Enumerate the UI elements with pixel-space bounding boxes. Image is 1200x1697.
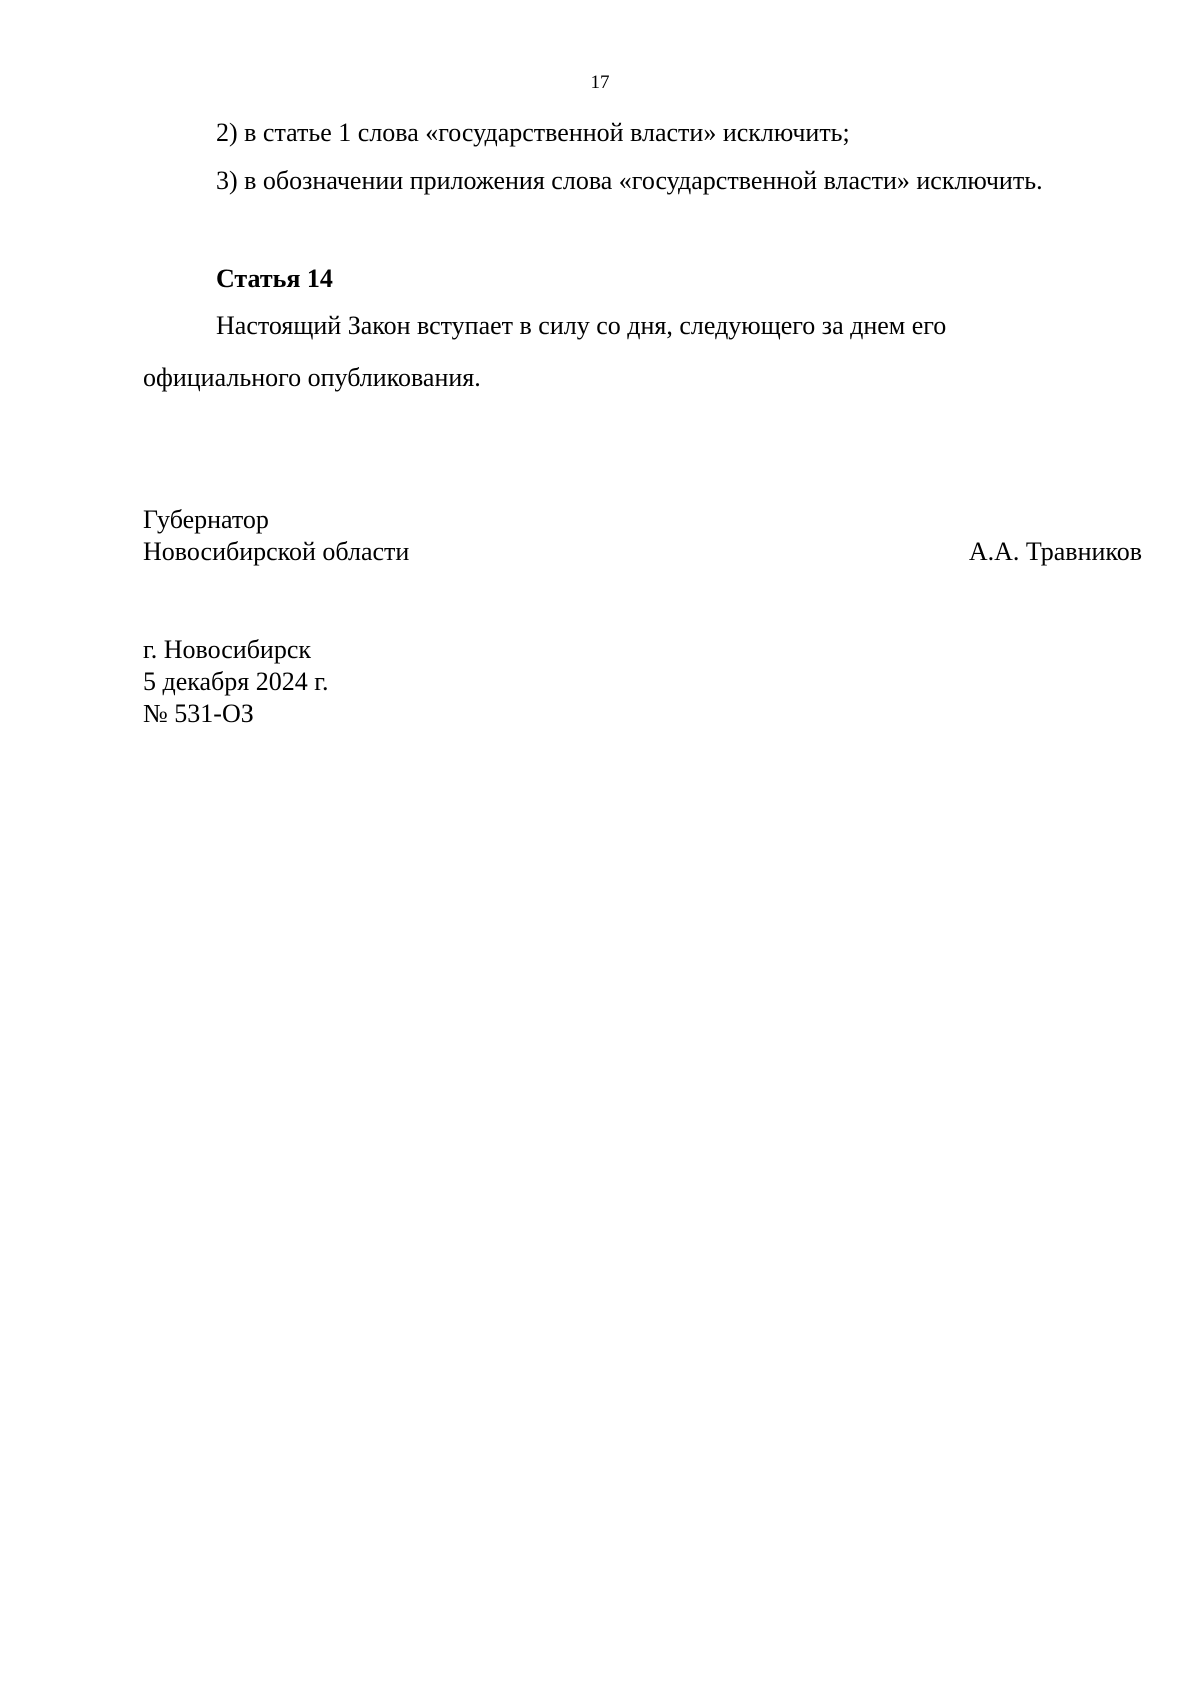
article-text-line-2: официального опубликования.: [143, 363, 481, 392]
document-date: 5 декабря 2024 г.: [143, 667, 329, 696]
signatory-position-line-1: Губернатор: [143, 505, 269, 534]
page-number: 17: [590, 72, 610, 93]
document-city: г. Новосибирск: [143, 635, 312, 664]
document-number: № 531-ОЗ: [143, 699, 254, 728]
signatory-name: А.А. Травников: [968, 537, 1142, 566]
signatory-position-line-2: Новосибирской области: [143, 537, 410, 566]
amendment-item-2: 2) в статье 1 слова «государственной власти» исключить;: [216, 118, 850, 147]
article-heading: Статья 14: [216, 264, 333, 293]
amendment-item-3: 3) в обозначении приложения слова «государственной власти» исключить.: [216, 166, 1043, 195]
article-text-line-1: Настоящий Закон вступает в силу со дня, следующего за днем его: [216, 311, 947, 340]
